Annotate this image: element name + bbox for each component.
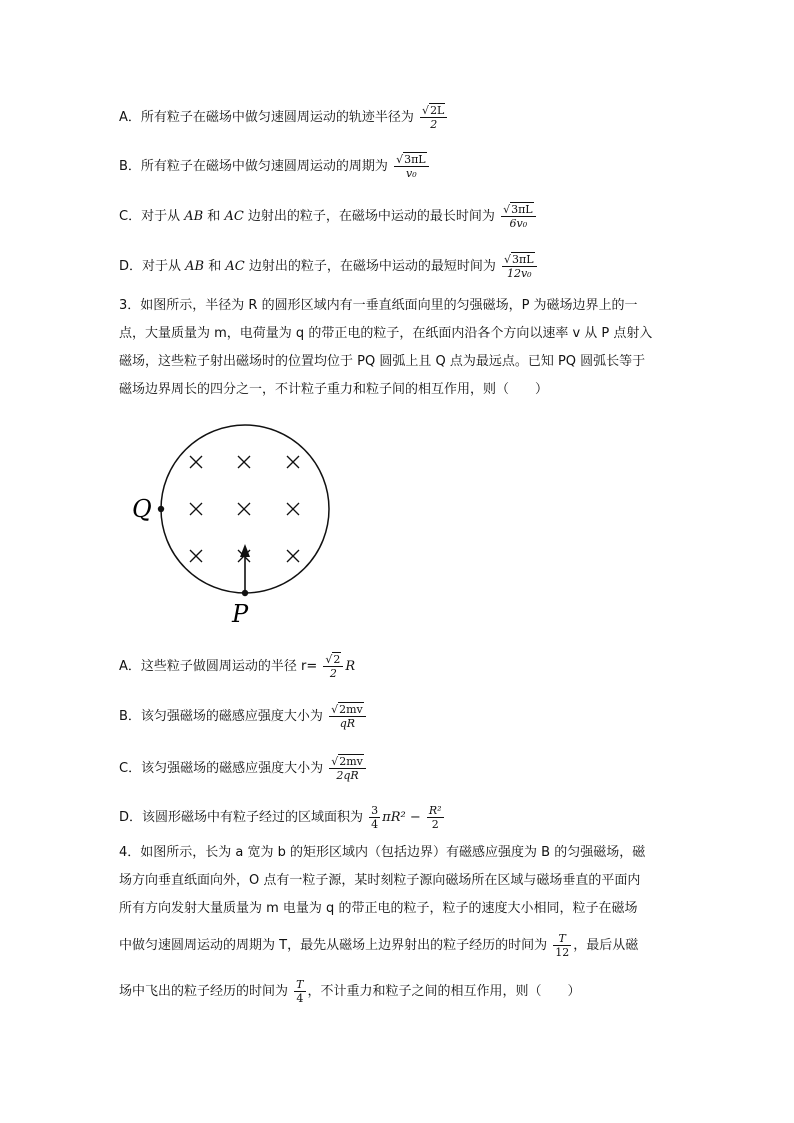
q2-option-b — [119, 153, 431, 180]
q3-option-d — [119, 804, 446, 831]
numerator: 3 — [371, 804, 379, 817]
option-text: 和 — [203, 209, 225, 224]
denominator: 2qR — [336, 769, 359, 782]
denominator: 4 — [371, 818, 379, 831]
fraction: $\frac{√3\pi L}{\text{12v₀}}$ — [502, 253, 537, 280]
point-p — [242, 590, 248, 596]
fraction — [369, 804, 380, 831]
stem-text: ，最后从磁 — [573, 938, 639, 953]
q4-line-5 — [119, 978, 581, 1005]
option-text: A．所有粒子在磁场中做匀速圆周运动的轨迹半径为 — [119, 110, 414, 125]
edge-label: AB — [185, 259, 205, 274]
stem-line: 点，大量质量为 m，电荷量为 q 的带正电的粒子，在纸面内沿各个方向以速率 v 从 P 点射入 — [119, 326, 653, 341]
numerator: 2mv — [339, 703, 363, 716]
fraction: $\frac{√2mv}{2qR}$ — [329, 755, 366, 782]
q2-option-a — [119, 104, 449, 131]
fraction: $\frac{√2}{2}$ — [323, 653, 343, 680]
numerator: R² — [428, 804, 442, 817]
cross-mark — [287, 550, 299, 562]
stem-line: 4．如图所示，长为 a 宽为 b 的矩形区域内（包括边界）有磁感应强度为 B 的匀强磁场，磁 — [119, 845, 646, 860]
fraction: $\frac{√2L}{2}$ — [420, 104, 447, 131]
q3-option-c — [119, 755, 368, 782]
q4-line-4 — [119, 932, 638, 959]
cross-mark — [190, 503, 202, 515]
magnetic-field-figure — [120, 420, 350, 635]
stem-line: 所有方向发射大量质量为 m 电量为 q 的带正电的粒子，粒子的速度大小相同，粒子在磁场 — [119, 901, 638, 916]
stem-text: ，不计重力和粒子之间的相互作用，则（ ） — [307, 984, 581, 999]
option-text: πR² − — [382, 810, 421, 825]
cross-mark — [287, 456, 299, 468]
denominator: 2 — [430, 118, 438, 131]
denominator: 6v₀ — [509, 217, 528, 230]
stem-text: 中做匀速圆周运动的周期为 T，最先从磁场上边界射出的粒子经历的时间为 — [119, 938, 548, 953]
stem-text: 场中飞出的粒子经历的时间为 — [119, 984, 289, 999]
stem-line: 3．如图所示，半径为 R 的圆形区域内有一垂直纸面向里的匀强磁场，P 为磁场边界上的一 — [119, 298, 638, 313]
option-text: C．对于从 — [119, 209, 185, 224]
edge-label: AC — [224, 209, 244, 224]
label-q: Q — [132, 495, 152, 523]
edge-label: AC — [225, 259, 245, 274]
option-text: R — [345, 659, 356, 674]
option-text: C．该匀强磁场的磁感应强度大小为 — [119, 761, 324, 776]
numerator: 2 — [333, 653, 341, 666]
option-text: D．对于从 — [119, 259, 186, 274]
denominator: 4 — [296, 992, 304, 1005]
cross-mark — [287, 503, 299, 515]
stem-line: 场方向垂直纸面向外，O 点有一粒子源，某时刻粒子源向磁场所在区域与磁场垂直的平面内 — [119, 873, 641, 888]
denominator: v₀ — [406, 167, 417, 180]
fraction — [294, 978, 305, 1005]
denominator: 2 — [431, 818, 439, 831]
option-text: D．该圆形磁场中有粒子经过的区域面积为 — [119, 810, 364, 825]
numerator: 3πL — [511, 203, 533, 216]
stem-line: 磁场边界周长的四分之一，不计粒子重力和粒子间的相互作用，则（ ） — [119, 382, 549, 397]
option-text: 边射出的粒子，在磁场中运动的最长时间为 — [243, 209, 495, 224]
numerator: 2L — [430, 104, 445, 117]
q3-stem — [119, 292, 677, 404]
denominator: qR — [339, 717, 356, 730]
q2-option-d — [119, 253, 539, 280]
fraction: $\frac{√3\pi L}{\text{6v₀}}$ — [501, 203, 536, 230]
stem-line: 磁场，这些粒子射出磁场时的位置均位于 PQ 圆弧上且 Q 点为最远点。已知 PQ 圆弧长等于 — [119, 354, 646, 369]
option-text: 边射出的粒子，在磁场中运动的最短时间为 — [244, 259, 496, 274]
q2-option-c — [119, 203, 538, 230]
numerator: T — [553, 932, 571, 946]
q4-stem — [119, 839, 677, 923]
cross-mark — [238, 456, 250, 468]
option-text: 和 — [204, 259, 226, 274]
fraction: $\frac{√2mv}{qR}$ — [329, 703, 366, 730]
fraction — [553, 932, 571, 959]
numerator: 3πL — [404, 153, 426, 166]
denominator: 2 — [329, 667, 337, 680]
denominator: 12 — [555, 946, 570, 959]
label-p: P — [232, 600, 249, 628]
cross-mark — [190, 456, 202, 468]
arrow-head-icon — [240, 544, 250, 557]
cross-mark — [190, 550, 202, 562]
numerator: 2mv — [339, 755, 363, 768]
option-text: B．所有粒子在磁场中做匀速圆周运动的周期为 — [119, 159, 388, 174]
option-text: B．该匀强磁场的磁感应强度大小为 — [119, 709, 323, 724]
denominator: 12v₀ — [506, 267, 532, 280]
cross-mark — [238, 503, 250, 515]
fraction — [427, 804, 444, 831]
q3-option-b — [119, 703, 368, 730]
option-text: A．这些粒子做圆周运动的半径 r= — [119, 659, 318, 674]
q3-option-a — [119, 653, 355, 680]
numerator: T — [296, 978, 304, 991]
edge-label: AB — [184, 209, 204, 224]
fraction: $\frac{√3\pi L}{\text{v₀}}$ — [394, 153, 429, 180]
point-q — [158, 506, 164, 512]
numerator: 3πL — [512, 253, 534, 266]
